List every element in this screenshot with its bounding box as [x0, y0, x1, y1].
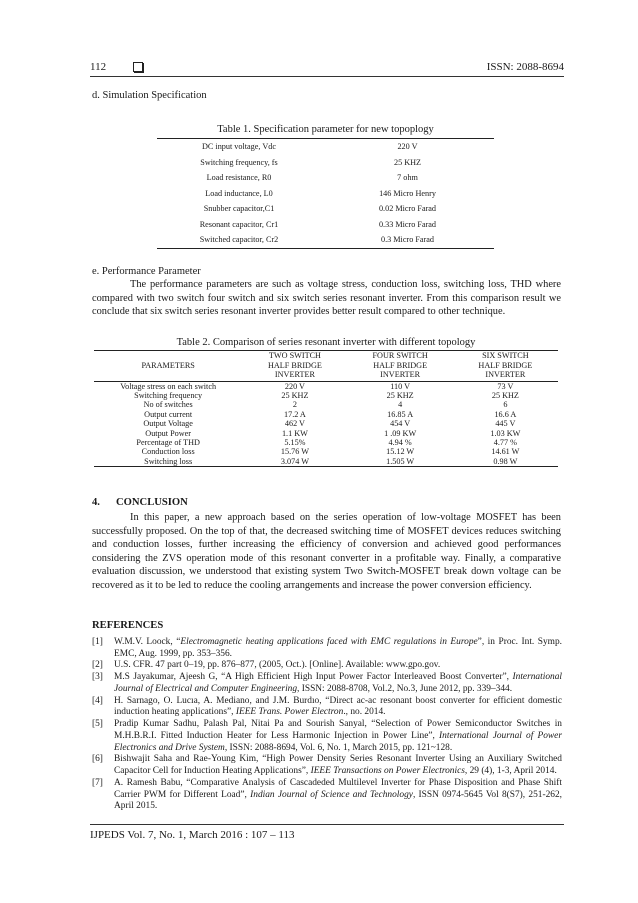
reference-number: [2]: [92, 660, 103, 671]
reference-item: [92, 778, 562, 813]
table1-param-cell: DC input voltage, Vdc: [202, 142, 276, 152]
reference-item: [92, 696, 562, 719]
reference-text: ”, in Proc. Int. Symp. EMC, Aug. 1999, pp. 353–356.: [114, 637, 563, 659]
reference-item: [92, 637, 562, 660]
table1-value-cell: 0.02 Micro Farad: [378, 204, 437, 214]
table1-value-cell: 7 ohm: [397, 173, 418, 183]
reference-number: [4]: [92, 695, 103, 706]
reference-source-title: Electromagnetic heating applications faced with EMC regulations in Europe: [180, 637, 478, 647]
table2-row: [94, 429, 558, 438]
table2-header-cell: PARAMETERS: [94, 351, 242, 382]
reference-item: [92, 719, 562, 754]
table2-param-cell: No of switches: [143, 400, 193, 410]
table2-value-cell: 25 KHZ: [386, 390, 414, 400]
reference-text: , ISSN: 2088-8694, Vol. 6, No. 1, March 2015, pp. 121~128.: [224, 742, 453, 753]
table2-value-cell: 462 V: [284, 419, 305, 429]
reference-source-title: IEEE Transactions on Power Electronics: [310, 766, 465, 777]
table1-caption: Table 1. Specification parameter for new topoplogy: [217, 124, 434, 135]
table2-param-cell: Conduction loss: [141, 447, 195, 457]
table1: [157, 138, 494, 249]
conclusion-paragraph: In this paper, a new approach based on the series operation of low-voltage MOSFET has been successfully proposed. On the top of that, the decreased switching time of MOSFET devices reduces switching and conduction losses, further increasing the efficiency of conversion and achieved good performances considering the ZVS operation mode of this resonant converter in a profitable way. Finally, a comparative evaluation discussion, we understood that existing system Two Switch-MOSFET break down voltage can be recovered as it to be led to reduce the cooling arrangements and increase the power conversion efficiency.: [92, 512, 561, 591]
section-e-heading: e. Performance Parameter: [92, 266, 201, 277]
performance-paragraph: The performance parameters are such as voltage stress, conduction loss, switching loss, THD where compared with two switch four switch and six switch series resonant inverter. From this comparison result we conclude that six switch series resonant inverter provides better result compared to other technique.: [92, 279, 561, 317]
reference-item: [92, 672, 562, 695]
table2-row: [94, 381, 558, 391]
table2-value-cell: 73 V: [497, 381, 514, 391]
running-header: [90, 60, 564, 77]
reference-item: [92, 754, 562, 777]
table2-value-cell: 2: [292, 400, 297, 410]
section-d-heading: d. Simulation Specification: [92, 90, 207, 101]
table2-value-cell: 454 V: [390, 419, 411, 429]
reference-text: , ISSN 0974-5645 Vol 8(S7), 251-262, April 2015.: [114, 789, 562, 812]
table2-value-cell: 25 KHZ: [491, 390, 519, 400]
reference-source-title: Indian Journal of Science and Technology: [250, 789, 413, 800]
table1-row: [157, 155, 494, 171]
table2-value-cell: 4.77 %: [493, 437, 517, 447]
table2-value-cell: 16.85 A: [387, 409, 414, 419]
table2-value-cell: 5.15%: [284, 437, 306, 447]
table2-value-cell: 445 V: [495, 419, 516, 429]
references-list: [92, 637, 562, 813]
table2-value-cell: 15.76 W: [280, 447, 309, 457]
table1-value-cell: 146 Micro Henry: [379, 188, 436, 198]
table1-value-cell: 220 V: [397, 142, 418, 152]
table1-row: [157, 170, 494, 186]
table2-row: [94, 447, 558, 456]
table2-value-cell: 4: [398, 400, 403, 410]
table2-value-cell: 0.98 W: [493, 456, 518, 466]
reference-source-title: IEEE Trans. Power Electron: [235, 707, 344, 718]
reference-number: [1]: [92, 637, 103, 647]
table1-row: [157, 217, 494, 233]
conclusion-heading: 4. CONCLUSION: [92, 497, 188, 508]
references-heading: REFERENCES: [92, 620, 164, 631]
table2-value-cell: 14.61 W: [491, 447, 520, 457]
issn-label: ISSN: 2088-8694: [486, 61, 564, 73]
table2-param-cell: Switching frequency: [134, 390, 203, 400]
reference-text: M.S Jayakumar, Ajeesh G, “A High Efficient High Input Power Factor Interleaved Boost Converter”,: [114, 672, 513, 683]
table2-header-cell: FOUR SWITCH HALF BRIDGE INVERTER: [348, 351, 453, 382]
reference-number: [6]: [92, 754, 103, 765]
table2-value-cell: 1 .09 KW: [384, 428, 417, 438]
reference-source-title: International Journal of Electrical and Computer Engineering: [114, 672, 562, 694]
table1-param-cell: Snubber capacitor,C1: [203, 204, 275, 214]
table2-row: [94, 457, 558, 467]
reference-text: , ISSN: 2088-8708, Vol.2, No.3, June 2012, pp. 339–344.: [297, 683, 513, 694]
table2-param-cell: Switching loss: [144, 456, 193, 466]
table2-value-cell: 220 V: [284, 381, 305, 391]
table2-header-cell: SIX SWITCH HALF BRIDGE INVERTER: [453, 351, 558, 382]
reference-text: W.M.V. Loock, “: [114, 637, 181, 647]
table2-value-cell: 1.1 KW: [281, 428, 308, 438]
table2-row: [94, 400, 558, 409]
reference-text: ., no. 2014.: [343, 707, 386, 718]
reference-item: [92, 660, 562, 672]
table1-value-cell: 0.33 Micro Farad: [378, 219, 437, 229]
reference-number: [3]: [92, 672, 103, 683]
reference-text: U.S. CFR. 47 part 0–19, pp. 876–877, (2005, Oct.). [Online]. Available: www.gpo.gov.: [114, 660, 441, 671]
reference-text: Pradip Kumar Sadhu, Palash Pal, Nitai Pa and Sourish Sanyal, “Selection of Power Semiconductor Switches in M.H.B.R.I. Fitted Induction Heater for Less Harmonic Injection in Power Line”,: [114, 719, 562, 741]
table2-row: [94, 419, 558, 428]
table2-value-cell: 16.6 A: [494, 409, 517, 419]
table1-row: [157, 186, 494, 202]
table2-header-cell: TWO SWITCH HALF BRIDGE INVERTER: [242, 351, 347, 382]
reference-number: [5]: [92, 719, 103, 730]
reference-text: , 29 (4), 1-3, April 2014.: [464, 766, 557, 777]
table2-value-cell: 1.03 KW: [490, 428, 521, 438]
table1-param-cell: Switched capacitor, Cr2: [199, 235, 279, 245]
table2-value-cell: 110 V: [390, 381, 411, 391]
table2-value-cell: 1.505 W: [386, 456, 415, 466]
table1-value-cell: 0.3 Micro Farad: [381, 235, 434, 245]
table1-param-cell: Switching frequency, fs: [200, 157, 278, 167]
table2-caption: Table 2. Comparison of series resonant inverter with different topology: [176, 337, 476, 348]
table1-row: [157, 232, 494, 248]
table2-row: [94, 410, 558, 419]
reference-number: [7]: [92, 777, 103, 788]
table2: [94, 350, 558, 467]
table2-value-cell: 15.12 W: [386, 447, 415, 457]
reference-text: A. Ramesh Babu, “Comparative Analysis of Cascadeded Multilevel Inverter for Phase Disposition and Phase Shift Carrier PWM for Different Load”,: [114, 777, 562, 800]
table2-param-cell: Voltage stress on each switch: [120, 381, 217, 391]
table2-param-cell: Percentage of THD: [136, 437, 200, 447]
running-footer: IJPEDS Vol. 7, No. 1, March 2016 : 107 – 113: [90, 824, 564, 841]
table1-param-cell: Resonant capacitor, Cr1: [199, 219, 279, 229]
table2-row: [94, 391, 558, 400]
page-number: 112: [90, 61, 107, 73]
table2-param-cell: Output Power: [145, 428, 192, 438]
table1-param-cell: Load resistance, R0: [206, 173, 272, 183]
table1-row: [157, 139, 494, 155]
checkbox-glyph-icon: [133, 62, 143, 72]
table2-param-cell: Output current: [144, 409, 193, 419]
table2-param-cell: Output Voltage: [143, 419, 193, 429]
table2-value-cell: 25 KHZ: [281, 390, 309, 400]
table1-param-cell: Load inductance, L0: [205, 188, 273, 198]
table1-row: [157, 201, 494, 217]
reference-text: H. Sarnago, O. Lucıa, A. Mediano, and J.M. Burdıo, “Direct ac-ac resonant boost converter for efficient domestic induction heating applications”,: [114, 695, 562, 718]
table2-value-cell: 4.94 %: [388, 437, 412, 447]
table2-value-cell: 17.2 A: [284, 409, 306, 419]
table2-value-cell: 6: [503, 400, 508, 410]
table2-value-cell: 3.074 W: [280, 456, 309, 466]
table2-row: [94, 438, 558, 447]
reference-text: Bishwajit Saha and Rae-Young Kim, “High Power Density Series Resonant Inverter Using an Auxiliary Switched Capacitor Cell for Induction Heating Applications”,: [114, 754, 562, 777]
table1-value-cell: 25 KHZ: [393, 157, 422, 167]
reference-source-title: International Journal of Power Electronics and Drive System: [114, 730, 562, 753]
